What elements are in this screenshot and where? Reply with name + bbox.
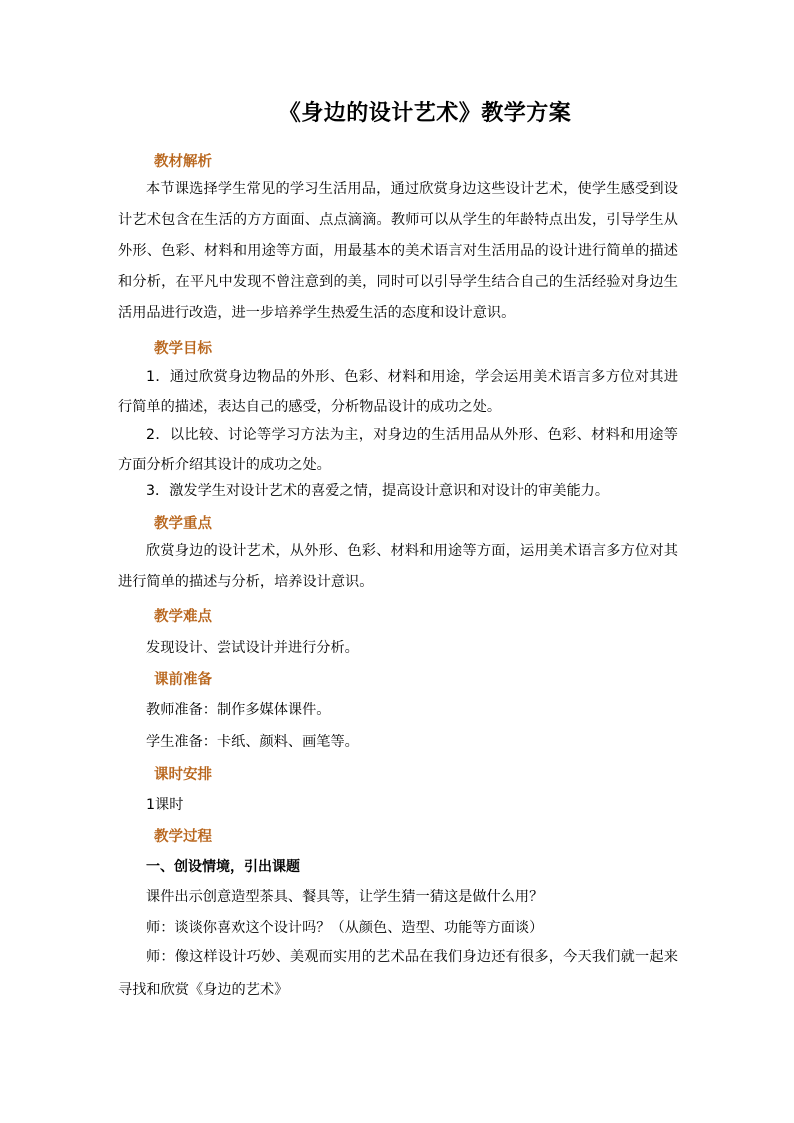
paragraph-analysis: 本节课选择学生常见的学习生活用品，通过欣赏身边这些设计艺术，使学生感受到设计艺术包含在生活的方方面面、点点滴滴。教师可以从学生的年龄特点出发，引导学生从外形、色彩、材料和用途等方面，用最基本的美术语言对生活用品的设计进行简单的描述和分析，在平凡中发现不曾注意到的美，同时可以引导学生结合自己的生活经验对身边生活用品进行改造，进一步培养学生热爱生活的态度和设计意识。	[118, 181, 678, 321]
heading-analysis: 教材解析	[154, 154, 212, 170]
goal-item-2: 2．以比较、讨论等学习方法为主，对身边的生活用品从外形、色彩、材料和用途等方面分析介绍其设计的成功之处。	[118, 427, 678, 473]
heading-process: 教学过程	[154, 829, 212, 845]
process-step-1-title: 一、创设情境，引出课题	[146, 859, 300, 875]
heading-keypoints: 教学重点	[154, 516, 212, 532]
process-line-1: 课件出示创意造型茶具、餐具等，让学生猜一猜这是做什么用？	[146, 889, 544, 905]
document-title	[0, 96, 794, 127]
heading-schedule: 课时安排	[154, 767, 212, 783]
student-preparation: 学生准备：卡纸、颜料、画笔等。	[146, 734, 359, 750]
teacher-preparation: 教师准备：制作多媒体课件。	[146, 702, 331, 718]
document-title-text: 《身边的设计艺术》教学方案	[278, 100, 572, 126]
process-line-2: 师：谈谈你喜欢这个设计吗？（从颜色、造型、功能等方面谈）	[146, 920, 544, 936]
paragraph-difficulties: 发现设计、尝试设计并进行分析。	[146, 640, 359, 656]
paragraph-keypoints: 欣赏身边的设计艺术，从外形、色彩、材料和用途等方面，运用美术语言多方位对其进行简单的描述与分析，培养设计意识。	[118, 543, 678, 590]
heading-preparation: 课前准备	[154, 672, 212, 688]
goal-item-1: 1．通过欣赏身边物品的外形、色彩、材料和用途，学会运用美术语言多方位对其进行简单的描述，表达自己的感受，分析物品设计的成功之处。	[118, 369, 678, 415]
process-line-3: 师：像这样设计巧妙、美观而实用的艺术品在我们身边还有很多，今天我们就一起来寻找和欣赏《身边的艺术》	[118, 949, 678, 998]
schedule-text: 1课时	[146, 797, 184, 813]
heading-goals: 教学目标	[154, 341, 212, 357]
goal-item-3: 3．激发学生对设计艺术的喜爱之情，提高设计意识和对设计的审美能力。	[146, 483, 610, 499]
heading-difficulties: 教学难点	[154, 609, 212, 625]
